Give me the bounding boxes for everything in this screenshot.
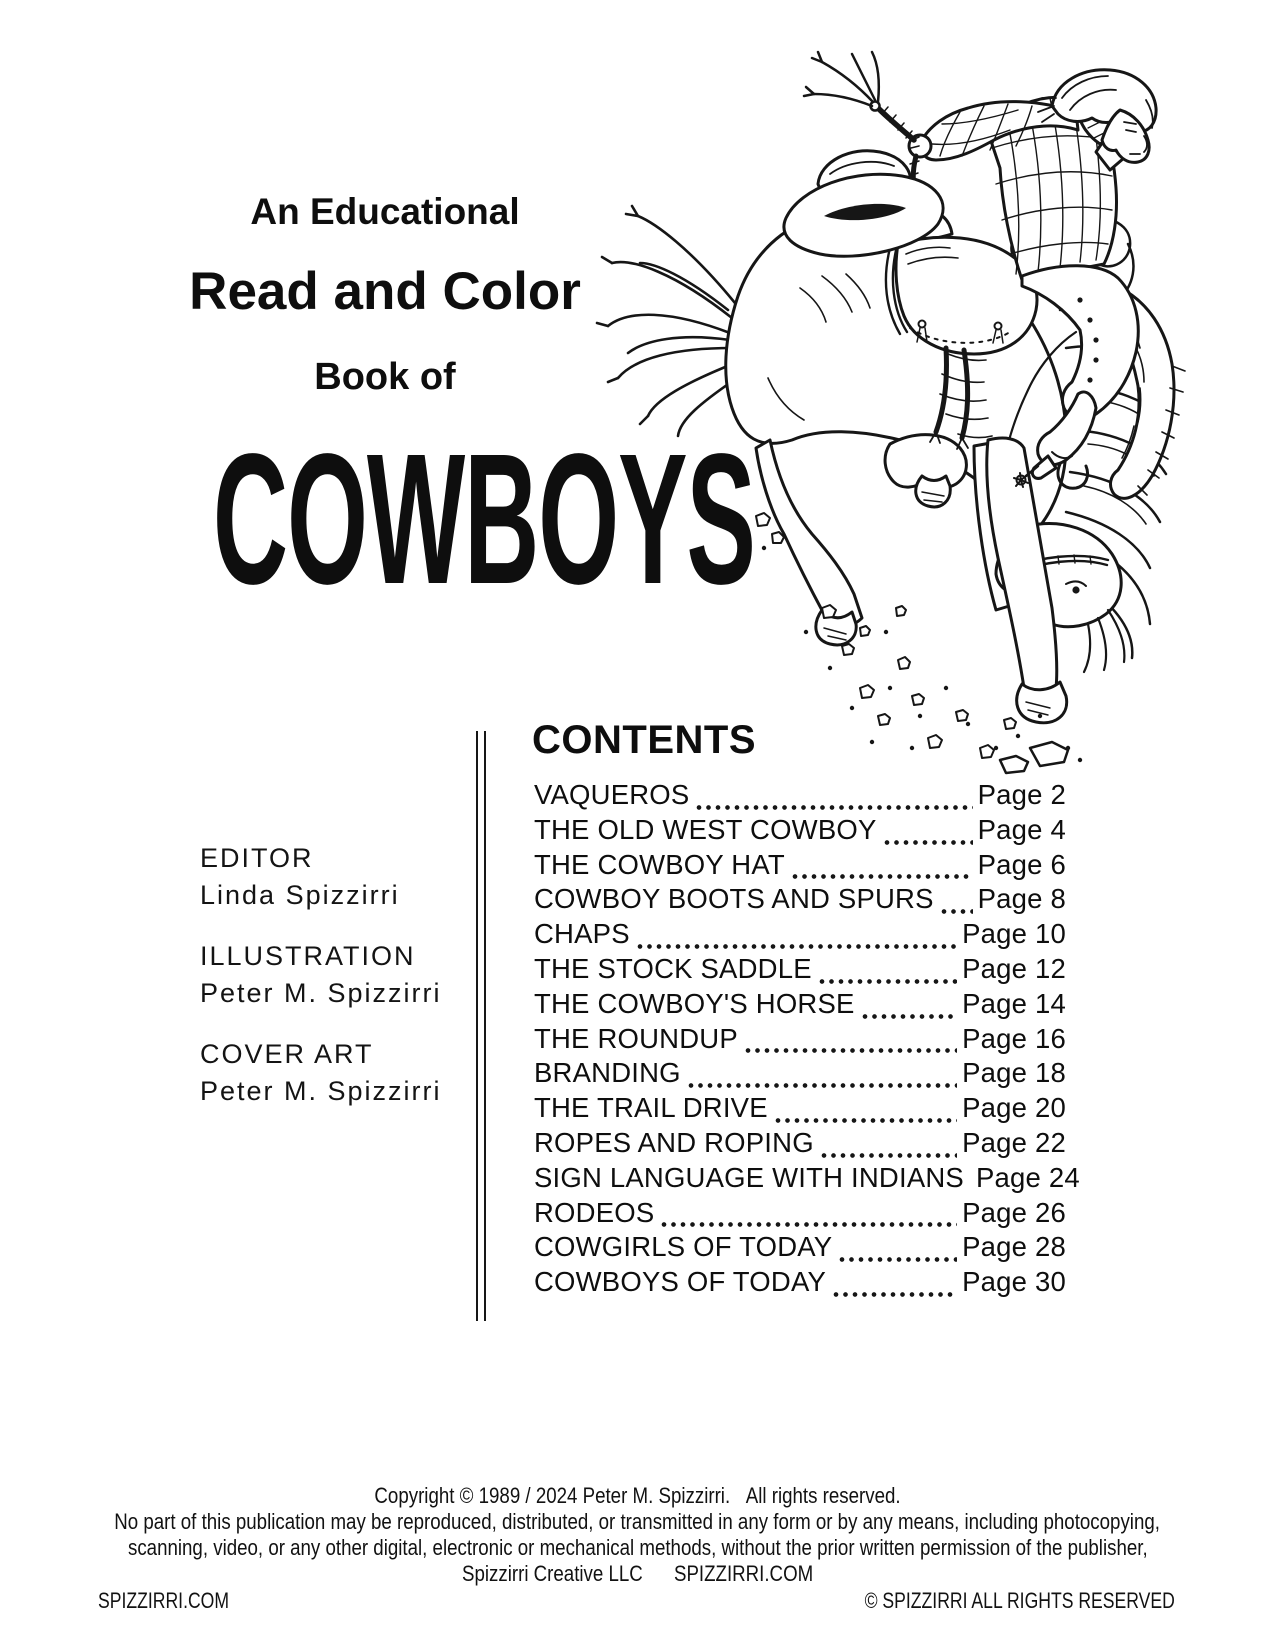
copyright-line-3-text: scanning, video, or any other digital, electronic or mechanical methods, without the prior written permission of the publisher, (127, 1535, 1148, 1560)
dot-leader (696, 804, 972, 811)
title-line-2: Read and Color (189, 262, 581, 321)
contents-heading: CONTENTS (532, 718, 756, 762)
contents-item-page: Page 20 (962, 1092, 1066, 1124)
contents-row (534, 1161, 1080, 1197)
contents-item-label: THE COWBOY'S HORSE (534, 987, 855, 1019)
dot-leader (745, 1047, 957, 1054)
contents-list (534, 779, 1080, 1301)
contents-item-page: Page 22 (962, 1126, 1066, 1158)
contents-item-label: COWBOYS OF TODAY (534, 1266, 826, 1298)
horse-hind-leg-far (756, 440, 862, 645)
dot-leader (941, 908, 973, 915)
contents-item-label: THE TRAIL DRIVE (534, 1092, 768, 1124)
contents-item-page: Page 18 (962, 1057, 1066, 1089)
contents-item-page: Page 16 (962, 1022, 1066, 1054)
cowboy-hat (784, 151, 943, 257)
contents-item-page: Page 4 (977, 813, 1066, 845)
contents-item-page: Page 10 (962, 918, 1066, 950)
copyright-line-4-text: Spizzirri Creative LLC SPIZZIRRI.COM (461, 1561, 814, 1586)
contents-item-label: THE OLD WEST COWBOY (534, 813, 877, 845)
footer-rights-notice: © SPIZZIRRI ALL RIGHTS RESERVED (864, 1588, 1175, 1613)
contents-row (534, 849, 1066, 884)
credit-role: COVER ART (200, 1039, 374, 1069)
vertical-divider (476, 731, 486, 1321)
contents-row (534, 779, 1066, 814)
credits-block (200, 840, 442, 1134)
dot-leader (862, 1013, 958, 1020)
bucking-bronco-illustration (560, 48, 1270, 778)
footer-site-link: SPIZZIRRI.COM (98, 1588, 230, 1613)
dot-leader (688, 1082, 957, 1089)
contents-item-label: RODEOS (534, 1196, 655, 1228)
contents-row (534, 988, 1066, 1023)
copyright-line-3 (0, 1535, 1275, 1561)
credit-role: EDITOR (200, 843, 314, 873)
contents-row (534, 1057, 1066, 1092)
contents-item-label: THE COWBOY HAT (534, 848, 785, 880)
dot-leader (792, 873, 973, 880)
copyright-line-4 (0, 1561, 1275, 1587)
contents-item-page: Page 12 (962, 952, 1066, 984)
credit-group (200, 1036, 442, 1110)
credit-role: ILLUSTRATION (200, 941, 416, 971)
dot-leader (884, 839, 973, 846)
contents-row (534, 883, 1066, 918)
horse-hind-leg-near (885, 435, 966, 507)
dot-leader (821, 1152, 957, 1159)
contents-item-label: CHAPS (534, 918, 630, 950)
dot-leader (637, 943, 957, 950)
contents-item-page: Page 14 (962, 987, 1066, 1019)
copyright-line-1 (0, 1483, 1275, 1509)
contents-row (534, 1197, 1066, 1232)
dot-leader (839, 1256, 957, 1263)
contents-item-label: THE ROUNDUP (534, 1022, 738, 1054)
dot-leader (819, 978, 957, 985)
contents-item-label: THE STOCK SADDLE (534, 952, 812, 984)
credit-name: Peter M. Spizzirri (200, 978, 442, 1008)
contents-item-label: COWBOY BOOTS AND SPURS (534, 883, 934, 915)
page-title-text: COWBOYS (212, 416, 755, 623)
contents-row (534, 1023, 1066, 1058)
contents-item-label: BRANDING (534, 1057, 681, 1089)
dot-leader (775, 1117, 957, 1124)
contents-item-page: Page 26 (962, 1196, 1066, 1228)
credit-group (200, 840, 442, 914)
title-line-3: Book of (314, 356, 456, 398)
contents-item-page: Page 28 (962, 1231, 1066, 1263)
copyright-line-2 (0, 1509, 1275, 1535)
credit-name: Peter M. Spizzirri (200, 1076, 442, 1106)
horse-tail (597, 206, 740, 436)
contents-item-label: VAQUEROS (534, 779, 690, 810)
contents-row (534, 814, 1066, 849)
dot-leader (661, 1221, 957, 1228)
contents-item-page: Page 24 (975, 1161, 1080, 1193)
copyright-line-2-text: No part of this publication may be reproduced, distributed, or transmitted in any form or by any means, including photocopying, (114, 1509, 1161, 1534)
contents-row (534, 1266, 1066, 1301)
cover-illustration (560, 48, 1270, 778)
copyright-line-1-text: Copyright © 1989 / 2024 Peter M. Spizzirri. All rights reserved. (374, 1483, 901, 1508)
contents-item-page: Page 30 (962, 1266, 1066, 1298)
title-line-1: An Educational (250, 191, 520, 232)
contents-item-label: ROPES AND ROPING (534, 1126, 814, 1158)
dot-leader (833, 1291, 957, 1298)
credit-name: Linda Spizzirri (200, 880, 400, 910)
contents-item-label: SIGN LANGUAGE WITH INDIANS (534, 1161, 964, 1193)
contents-item-page: Page 2 (977, 779, 1066, 810)
contents-item-label: COWGIRLS OF TODAY (534, 1231, 833, 1263)
credit-group (200, 938, 442, 1012)
contents-item-page: Page 8 (977, 883, 1066, 915)
contents-row (534, 953, 1066, 988)
contents-row (534, 1127, 1066, 1162)
contents-row (534, 1231, 1066, 1266)
contents-row (534, 1092, 1066, 1127)
contents-item-page: Page 6 (977, 848, 1066, 880)
contents-row (534, 918, 1066, 953)
